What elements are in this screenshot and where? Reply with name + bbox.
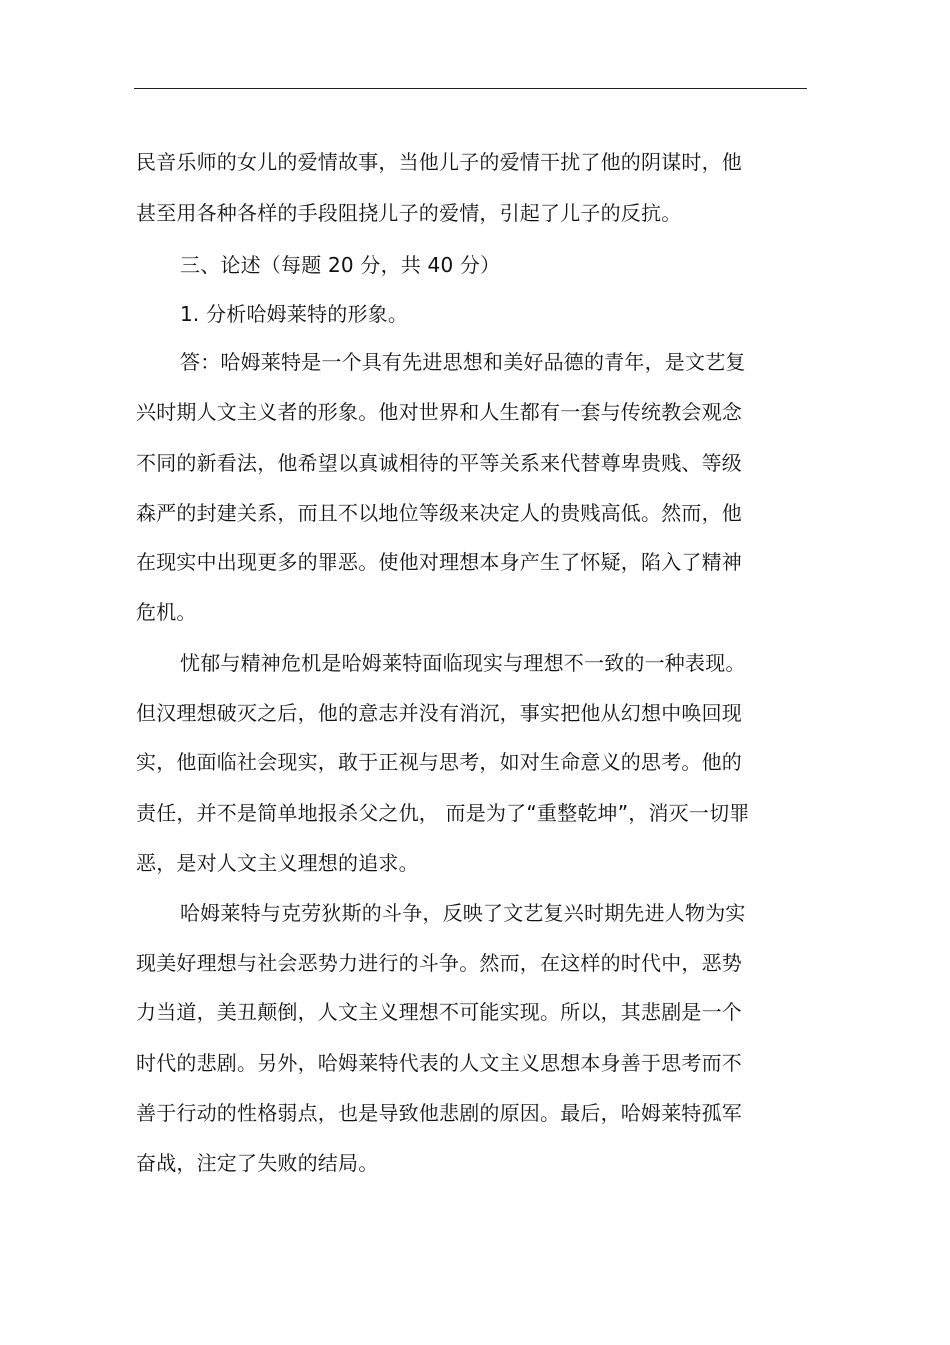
answer-p1-line-6: 危机。 bbox=[136, 600, 197, 624]
continuation-line-2: 甚至用各种各样的手段阻挠儿子的爱情，引起了儿子的反抗。 bbox=[136, 201, 682, 225]
answer-p1-line-5: 在现实中出现更多的罪恶。使他对理想本身产生了怀疑，陷入了精神 bbox=[136, 550, 742, 574]
answer-p3-line-1: 哈姆莱特与克劳狄斯的斗争，反映了文艺复兴时期先进人物为实 bbox=[180, 901, 746, 925]
question-title: 1. 分析哈姆莱特的形象。 bbox=[180, 302, 409, 326]
answer-p3-line-6: 奋战，注定了失败的结局。 bbox=[136, 1151, 379, 1175]
answer-p2-line-5: 恶，是对人文主义理想的追求。 bbox=[136, 851, 419, 875]
section-heading: 三、论述（每题 20 分，共 40 分） bbox=[180, 253, 501, 277]
answer-p1-line-2: 兴时期人文主义者的形象。他对世界和人生都有一套与传统教会观念 bbox=[136, 400, 742, 424]
answer-p3-line-5: 善于行动的性格弱点，也是导致他悲剧的原因。最后，哈姆莱特孤军 bbox=[136, 1101, 742, 1125]
answer-p3-line-4: 时代的悲剧。另外，哈姆莱特代表的人文主义思想本身善于思考而不 bbox=[136, 1051, 742, 1075]
answer-p2-line-4: 责任，并不是简单地报杀父之仇， 而是为了“重整乾坤”，消灭一切罪 bbox=[136, 801, 750, 825]
answer-p1-line-4: 森严的封建关系，而且不以地位等级来决定人的贵贱高低。然而，他 bbox=[136, 501, 742, 525]
answer-p1-line-1: 答：哈姆莱特是一个具有先进思想和美好品德的青年，是文艺复 bbox=[180, 350, 746, 374]
answer-p2-line-2: 但汉理想破灭之后，他的意志并没有消沉，事实把他从幻想中唤回现 bbox=[136, 701, 742, 725]
header-rule bbox=[134, 88, 807, 89]
answer-p3-line-2: 现美好理想与社会恶势力进行的斗争。然而，在这样的时代中，恶势 bbox=[136, 951, 742, 975]
answer-p1-line-3: 不同的新看法，他希望以真诚相待的平等关系来代替尊卑贵贱、等级 bbox=[136, 451, 742, 475]
answer-p2-line-3: 实，他面临社会现实，敢于正视与思考，如对生命意义的思考。他的 bbox=[136, 750, 742, 774]
continuation-line-1: 民音乐师的女儿的爱情故事，当他儿子的爱情干扰了他的阴谋时，他 bbox=[136, 150, 742, 174]
answer-p3-line-3: 力当道，美丑颠倒，人文主义理想不可能实现。所以，其悲剧是一个 bbox=[136, 1000, 742, 1024]
answer-p2-line-1: 忧郁与精神危机是哈姆莱特面临现实与理想不一致的一种表现。 bbox=[180, 651, 746, 675]
